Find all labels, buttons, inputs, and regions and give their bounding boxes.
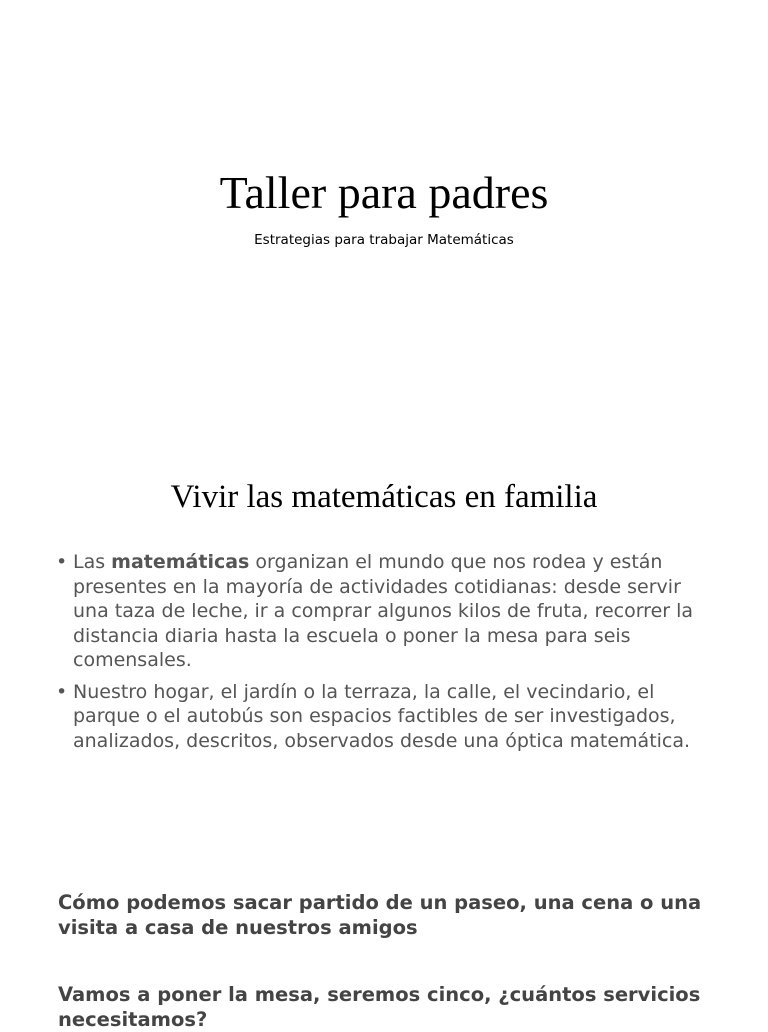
slide-subtitle: Estrategias para trabajar Matemáticas xyxy=(254,232,514,248)
bullet-item xyxy=(56,550,716,673)
question-heading: Cómo podemos sacar partido de un paseo, una cena o una visita a casa de nuestros amigos xyxy=(58,891,702,939)
bullet-text-prefix: Las xyxy=(73,551,112,573)
slide-title-heading: Taller para padres xyxy=(219,167,549,218)
question-heading: Vamos a poner la mesa, seremos cinco, ¿cuántos servicios necesitamos? xyxy=(58,983,701,1031)
slide-content xyxy=(0,440,768,840)
bullet-text-suffix: organizan el mundo que nos rodea y están presentes en la mayoría de actividades cotidianas: desde servir una taza de leche, ir a comprar algunos kilos de fruta, recorrer la distancia diaria hasta la escuela o poner la mesa para seis comensales. xyxy=(73,551,694,671)
slide-content-heading: Vivir las matemáticas en familia xyxy=(170,479,598,515)
bullet-marker: • xyxy=(56,680,68,703)
slide-questions xyxy=(0,840,768,1031)
slide-title xyxy=(0,0,768,440)
bullet-list xyxy=(56,550,716,760)
bullet-item xyxy=(56,680,716,754)
bullet-text: Nuestro hogar, el jardín o la terraza, la calle, el vecindario, el parque o el autobús son espacios factibles de ser investigados, analizados, descritos, observados desde una óptica matemática. xyxy=(73,680,691,752)
bullet-text-bold: matemáticas xyxy=(111,551,250,573)
bullet-marker: • xyxy=(56,551,68,573)
